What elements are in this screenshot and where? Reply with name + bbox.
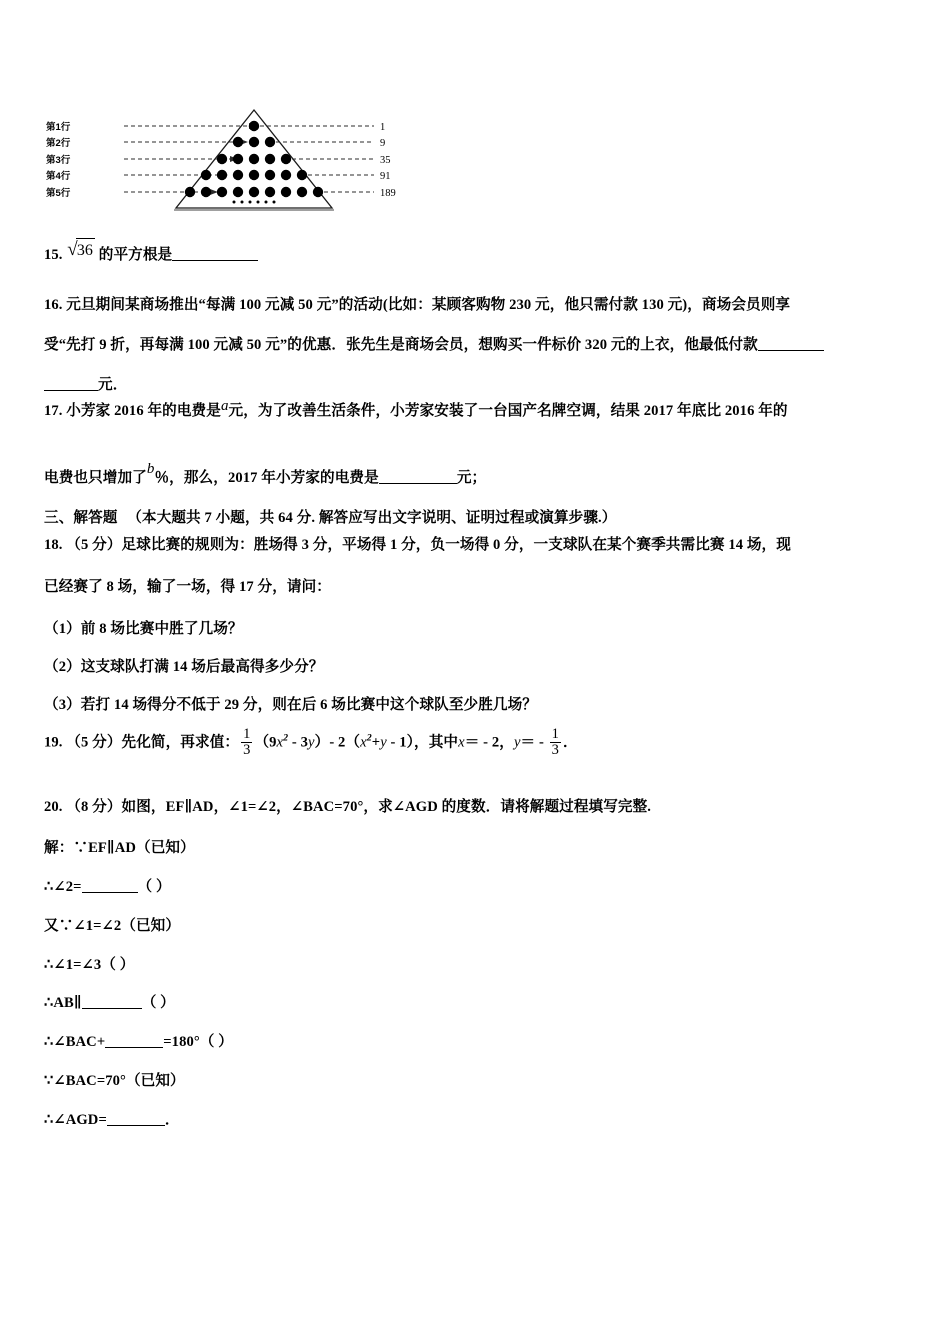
q19-expr-f: ＝ - 2，: [464, 734, 514, 751]
q19-exponent-x2: 2: [366, 732, 372, 744]
q16-number: 16.: [44, 297, 63, 313]
dot: [265, 137, 275, 147]
dot: [281, 154, 291, 164]
q19-expr-h: ．: [563, 734, 578, 751]
q20-step-4-suffix: （ ）: [141, 995, 175, 1012]
q20-step-1: [44, 877, 920, 899]
q19-fraction-one-third-first: [241, 727, 252, 758]
dot: [281, 170, 291, 180]
q16-answer-blank-part1[interactable]: [758, 350, 824, 351]
question-18: [44, 535, 920, 716]
radical-body: 36: [76, 238, 95, 263]
q16-line2: [44, 335, 920, 357]
dot: [201, 170, 211, 180]
dot: [233, 170, 243, 180]
q20-step-5-suffix: =180°（ ）: [163, 1034, 233, 1051]
row-value: 189: [380, 188, 396, 199]
row-value: 9: [380, 138, 386, 149]
q20-step-7-blank[interactable]: [107, 1125, 165, 1126]
q18-line2: [44, 577, 920, 599]
dot: [297, 170, 307, 180]
fraction-numerator: 1: [243, 726, 251, 742]
q20-step-4-blank[interactable]: [82, 1008, 142, 1009]
q17-line1-a: 小芳家 2016 年的电费是: [66, 403, 221, 419]
q16-line1-text: 元旦期间某商场推出“每满 100 元减 50 元”的活动(比如：某顾客购物 230 元，他只需付款 130 元)，商场会员则享: [66, 297, 791, 313]
dot: [313, 187, 323, 197]
q20-number: 20.: [44, 799, 63, 815]
question-16: [44, 295, 920, 397]
ellipsis-dots: [233, 201, 276, 204]
q19-variable-x2: x: [360, 734, 367, 751]
row-value: 91: [380, 171, 391, 182]
q20-step-5-text: ∴∠BAC+: [44, 1034, 106, 1051]
section-3-header: [44, 508, 920, 530]
fraction-numerator: 1: [551, 726, 560, 742]
q19-variable-y3: y: [513, 734, 521, 751]
q17-line2-b: ％，那么，2017 年小芳家的电费是: [154, 469, 379, 486]
q19-expr-b: - 3: [288, 734, 309, 751]
q17-line2: [44, 460, 920, 490]
q18-sub2: （2）这支球队打满 14 场后最高得多少分？: [44, 658, 324, 675]
q20-step-1-text: ∴∠2=: [44, 878, 82, 895]
question-20: [44, 797, 920, 1132]
q19-exponent-x1: 2: [283, 732, 289, 744]
section-3-label: 三、解答题: [44, 510, 118, 526]
dot: [265, 154, 275, 164]
dot: [233, 187, 243, 197]
q17-line2-c: 元；: [456, 469, 487, 486]
dot-triangle-figure: [44, 104, 404, 222]
dot: [201, 187, 211, 197]
q20-step-5: [44, 1032, 920, 1054]
q18-number: 18.: [44, 537, 63, 553]
q18-line1: [44, 535, 920, 557]
q18-sub1: （1）前 8 场比赛中胜了几场？: [44, 620, 243, 637]
q20-step-1-suffix: （ ）: [137, 878, 171, 895]
q20-step-6-text: ∵∠BAC=70°（已知）: [44, 1073, 185, 1090]
q15-number: 15.: [44, 247, 63, 263]
q16-line3: [44, 375, 920, 397]
dot: [249, 187, 259, 197]
dot: [249, 137, 259, 147]
section-3-detail: （本大题共 7 小题，共 64 分. 解答应写出文字说明、证明过程或演算步骤.）: [127, 510, 617, 526]
radical-sign-icon: √: [67, 239, 78, 260]
dot: [249, 121, 259, 131]
q20-stem-line: [44, 797, 920, 819]
q20-step-4-text: ∴AB∥: [44, 995, 82, 1012]
q17-line1-b: 元，为了改善生活条件，小芳家安装了一台国产名牌空调，结果 2017 年底比 2016 年的: [228, 403, 788, 419]
q19-expr-g: ＝ -: [520, 734, 548, 751]
dot: [249, 154, 259, 164]
q19-variable-y2: y: [380, 734, 387, 751]
q17-line1: [44, 400, 920, 423]
q19-expr-c: ）- 2（: [314, 734, 361, 751]
q16-line1: [44, 295, 920, 317]
q18-score: （5 分）: [66, 537, 122, 553]
leader-lines-right: [260, 126, 374, 192]
q20-step-1-blank[interactable]: [82, 892, 138, 893]
q17-number: 17.: [44, 403, 63, 419]
dot: [185, 187, 195, 197]
row-label: 第3行: [46, 155, 71, 166]
q16-line2-text: 受“先打 9 折，再每满 100 元减 50 元”的优惠．张先生是商场会员，想购买一件标价 320 元的上衣，他最低付款: [44, 336, 758, 353]
q18-line2-text: 已经赛了 8 场，输了一场，得 17 分，请问：: [44, 578, 331, 595]
q15-answer-blank[interactable]: [172, 260, 258, 261]
row-label: 第1行: [46, 122, 71, 133]
q16-answer-blank-part2[interactable]: [44, 390, 98, 391]
question-15: [44, 240, 544, 269]
q20-step-6: [44, 1071, 920, 1093]
q20-step-0: [44, 838, 920, 860]
dot: [233, 154, 243, 164]
q19-expr-a: （9: [254, 734, 277, 751]
q19-number: 19.: [44, 734, 63, 751]
q19-prefix: 先化简，再求值：: [121, 734, 240, 751]
q17-line2-a: 电费也只增加了: [44, 469, 147, 486]
q20-step-7-suffix: ．: [164, 1112, 180, 1129]
q20-step-2: [44, 916, 920, 938]
q19-score: （5 分）: [66, 734, 122, 751]
q19-variable-x1: x: [276, 734, 284, 751]
dot: [233, 137, 243, 147]
dot: [297, 187, 307, 197]
q20-step-7-text: ∴∠AGD=: [44, 1112, 107, 1129]
q19-variable-y1: y: [308, 734, 315, 751]
q15-text: 的平方根是: [98, 247, 173, 263]
question-19: [44, 727, 920, 758]
q19-variable-x3: x: [458, 734, 465, 751]
q19-expr-e: - 1），其中: [386, 734, 459, 751]
q20-step-5-blank[interactable]: [105, 1047, 163, 1048]
q20-step-4: [44, 993, 920, 1015]
q17-variable-b: b: [146, 460, 155, 477]
q20-step-0-text: 解：∵EF∥AD（已知）: [44, 839, 195, 856]
q20-step-3-text: ∴∠1=∠3（ ）: [44, 956, 135, 973]
q20-step-2-text: 又∵∠1=∠2（已知）: [44, 917, 181, 934]
dot: [265, 170, 275, 180]
dot: [281, 187, 291, 197]
fraction-denominator: 3: [551, 741, 560, 758]
row-value: 35: [380, 155, 391, 166]
q20-stem: 如图，EF∥AD，∠1=∠2，∠BAC=70°，求∠AGD 的度数．请将解题过程填写完整.: [121, 799, 652, 815]
q20-score: （8 分）: [66, 799, 122, 815]
q20-step-7: [44, 1110, 920, 1132]
dot: [265, 187, 275, 197]
q20-step-3: [44, 955, 920, 977]
q15-radical: [66, 236, 95, 265]
dot: [217, 170, 227, 180]
q18-sub3: （3）若打 14 场得分不低于 29 分，则在后 6 场比赛中这个球队至少胜几场？: [44, 696, 537, 713]
dot: [217, 187, 227, 197]
q17-answer-blank[interactable]: [379, 483, 457, 484]
row-label: 第5行: [46, 188, 71, 199]
row-label: 第2行: [46, 138, 71, 149]
fraction-denominator: 3: [243, 741, 251, 758]
q17-variable-a: a: [220, 398, 229, 414]
dot: [249, 170, 259, 180]
question-17: [44, 400, 920, 490]
row-label: 第4行: [46, 171, 71, 182]
q18-line1-text: 足球比赛的规则为：胜场得 3 分，平场得 1 分，负一场得 0 分，一支球队在某个赛季共需比赛 14 场，现: [121, 537, 791, 553]
q19-fraction-one-third-second: [550, 727, 561, 758]
row-value: 1: [380, 122, 386, 133]
dot: [217, 154, 227, 164]
q19-expr-d: +: [371, 734, 381, 751]
q16-line3-tail: 元．: [98, 376, 128, 393]
dot-triangle-svg: [44, 104, 404, 222]
